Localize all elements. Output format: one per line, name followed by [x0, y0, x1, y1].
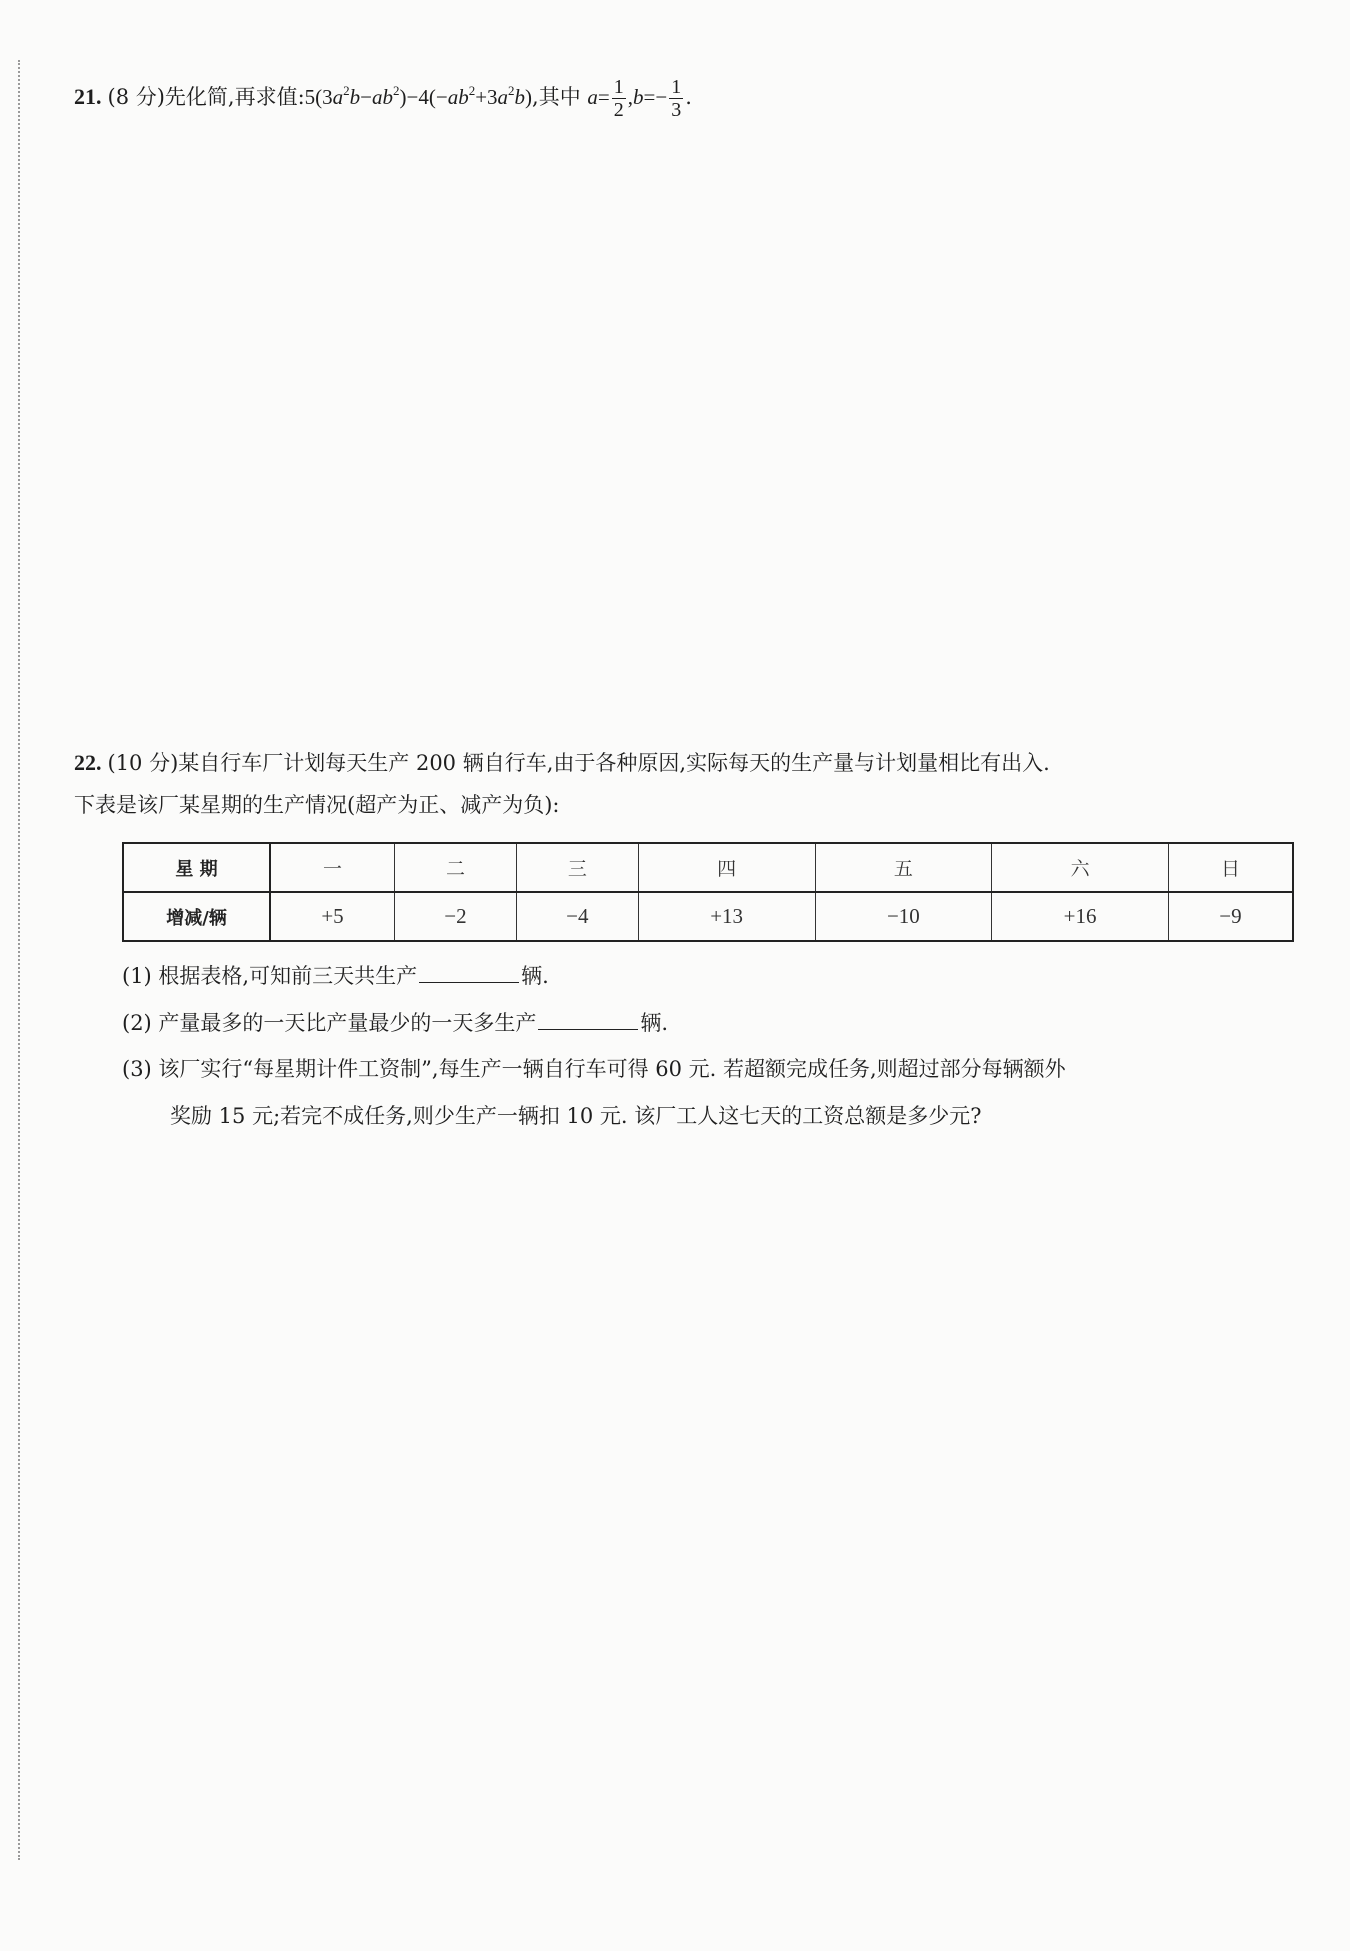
day-cell: 二	[395, 843, 517, 892]
sub-question-1-unit: 辆.	[521, 964, 549, 988]
sub-question-3: (3) 该厂实行“每星期计件工资制”,每生产一辆自行车可得 60 元. 若超额完成任务,则超过部分每辆额外	[122, 1057, 1066, 1081]
value-cell: +16	[992, 892, 1169, 941]
day-cell: 一	[270, 843, 395, 892]
value-cell: −9	[1168, 892, 1293, 941]
answer-blank-1[interactable]	[419, 960, 519, 983]
value-cell: −10	[815, 892, 992, 941]
sub-question-2-text: (2) 产量最多的一天比产量最少的一天多生产	[122, 1011, 537, 1035]
sub-question-1-text: (1) 根据表格,可知前三天共生产	[122, 964, 418, 988]
question-22-number: 22.	[74, 750, 102, 775]
value-cell: −2	[395, 892, 517, 941]
question-21-condition: ,其中	[532, 85, 581, 109]
day-cell: 五	[815, 843, 992, 892]
fraction-b: $\frac{1}{3}$	[671, 76, 682, 121]
day-cell: 四	[638, 843, 815, 892]
row-label-cell: 增减/辆	[123, 892, 270, 941]
table-value-row	[123, 892, 1293, 941]
sub-question-2	[122, 1007, 668, 1038]
sub-question-3-continued: 奖励 15 元;若完不成任务,则少生产一辆扣 10 元. 该厂工人这七天的工资总额是多少元?	[170, 1104, 982, 1128]
production-table	[122, 842, 1294, 942]
variable-a: a	[587, 85, 598, 109]
day-cell: 三	[516, 843, 638, 892]
question-21-number: 21.	[74, 84, 102, 109]
question-22	[74, 748, 1050, 817]
answer-blank-2[interactable]	[538, 1007, 638, 1030]
question-22-line2: 下表是该厂某星期的生产情况(超产为正、减产为负):	[74, 793, 560, 817]
header-label-cell: 星 期	[123, 843, 270, 892]
question-21-expression: $5(3a^2b-ab^2)-4(-ab^2+3a^2b)$	[304, 83, 533, 109]
fraction-b-sign: −	[655, 85, 668, 109]
value-cell: +13	[638, 892, 815, 941]
binding-margin-line	[18, 60, 20, 1860]
value-cell: −4	[516, 892, 638, 941]
day-cell: 日	[1168, 843, 1293, 892]
fraction-a: $\frac{1}{2}$	[613, 76, 624, 121]
variable-b: b	[633, 85, 644, 109]
table-header-row	[123, 843, 1293, 892]
value-cell: +5	[270, 892, 395, 941]
sub-question-1	[122, 960, 549, 991]
question-21: 21. (8 分)先化简,再求值$:5(3a^2b-ab^2)-4(-ab^2+3a^2b)$,其中 a= $\frac{1}{2}$ ,b=− $\frac{1}{3}$ .	[74, 76, 692, 121]
day-cell: 六	[992, 843, 1169, 892]
question-21-end: .	[685, 85, 692, 109]
question-22-line1: (10 分)某自行车厂计划每天生产 200 辆自行车,由于各种原因,实际每天的生产量与计划量相比有出入.	[107, 751, 1050, 775]
sub-question-2-unit: 辆.	[640, 1011, 669, 1035]
question-21-lead: (8 分)先化简,再求值:	[107, 85, 305, 109]
